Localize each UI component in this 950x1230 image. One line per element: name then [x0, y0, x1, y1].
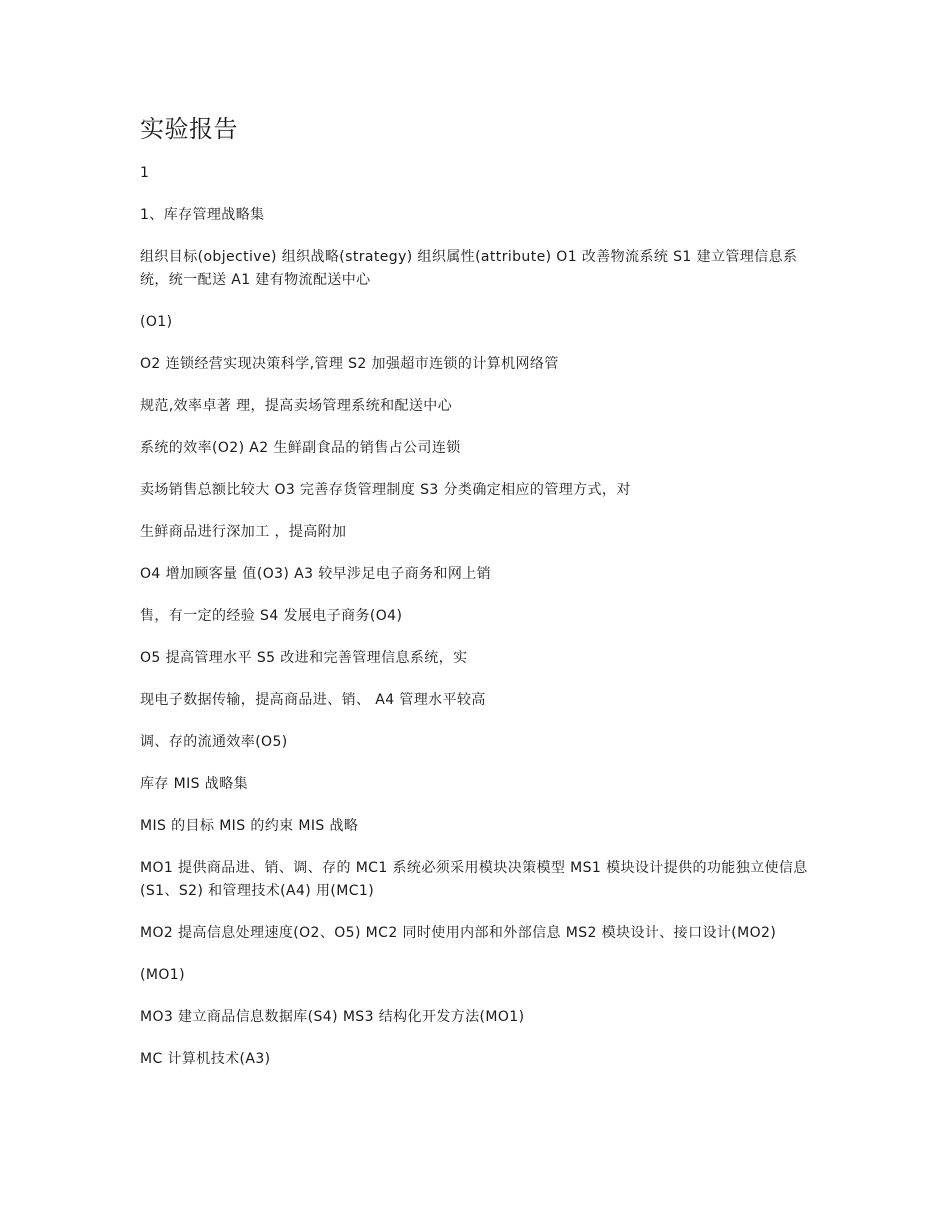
paragraph-8: 卖场销售总额比较大 O3 完善存货管理制度 S3 分类确定相应的管理方式，对 [140, 482, 631, 498]
paragraph-12: O5 提高管理水平 S5 改进和完善管理信息系统，实 [140, 650, 468, 666]
paragraph-16: MIS 的目标 MIS 的约束 MIS 战略 [140, 818, 359, 834]
paragraph-18: MO2 提高信息处理速度(O2、O5) MC2 同时使用内部和外部信息 MS2 模块设计、接口设计(MO2) [140, 925, 777, 941]
paragraph-17: MO1 提供商品进、销、调、存的 MC1 系统必须采用模块决策模型 MS1 模块设计提供的功能独立使信息(S1、S2) 和管理技术(A4) 用(MC1) [140, 860, 808, 899]
paragraph-1: 1 [140, 165, 150, 181]
document-title: 实验报告 [140, 115, 238, 143]
paragraph-6: 规范,效率卓著 理，提高卖场管理系统和配送中心 [140, 398, 453, 414]
paragraph-7: 系统的效率(O2) A2 生鲜副食品的销售占公司连锁 [140, 440, 461, 456]
paragraph-19: (MO1) [140, 967, 185, 983]
paragraph-5: O2 连锁经营实现决策科学,管理 S2 加强超市连锁的计算机网络管 [140, 356, 559, 372]
paragraph-3: 组织目标(objective) 组织战略(strategy) 组织属性(attribute) O1 改善物流系统 S1 建立管理信息系统，统一配送 A1 建有物流配送中心 [140, 249, 798, 288]
paragraph-list [140, 162, 820, 1071]
paragraph-10: O4 增加顾客量 值(O3) A3 较早涉足电子商务和网上销 [140, 566, 492, 582]
paragraph-21: MC 计算机技术(A3) [140, 1051, 271, 1067]
paragraph-13: 现电子数据传输，提高商品进、销、 A4 管理水平较高 [140, 692, 486, 708]
paragraph-15: 库存 MIS 战略集 [140, 776, 248, 792]
document-body [140, 112, 820, 1090]
paragraph-2: 1、库存管理战略集 [140, 207, 265, 223]
paragraph-11: 售，有一定的经验 S4 发展电子商务(O4) [140, 608, 403, 624]
paragraph-4: (O1) [140, 314, 173, 330]
paragraph-9: 生鲜商品进行深加工 ，提高附加 [140, 524, 347, 540]
paragraph-20: MO3 建立商品信息数据库(S4) MS3 结构化开发方法(MO1) [140, 1009, 525, 1025]
paragraph-14: 调、存的流通效率(O5) [140, 734, 288, 750]
